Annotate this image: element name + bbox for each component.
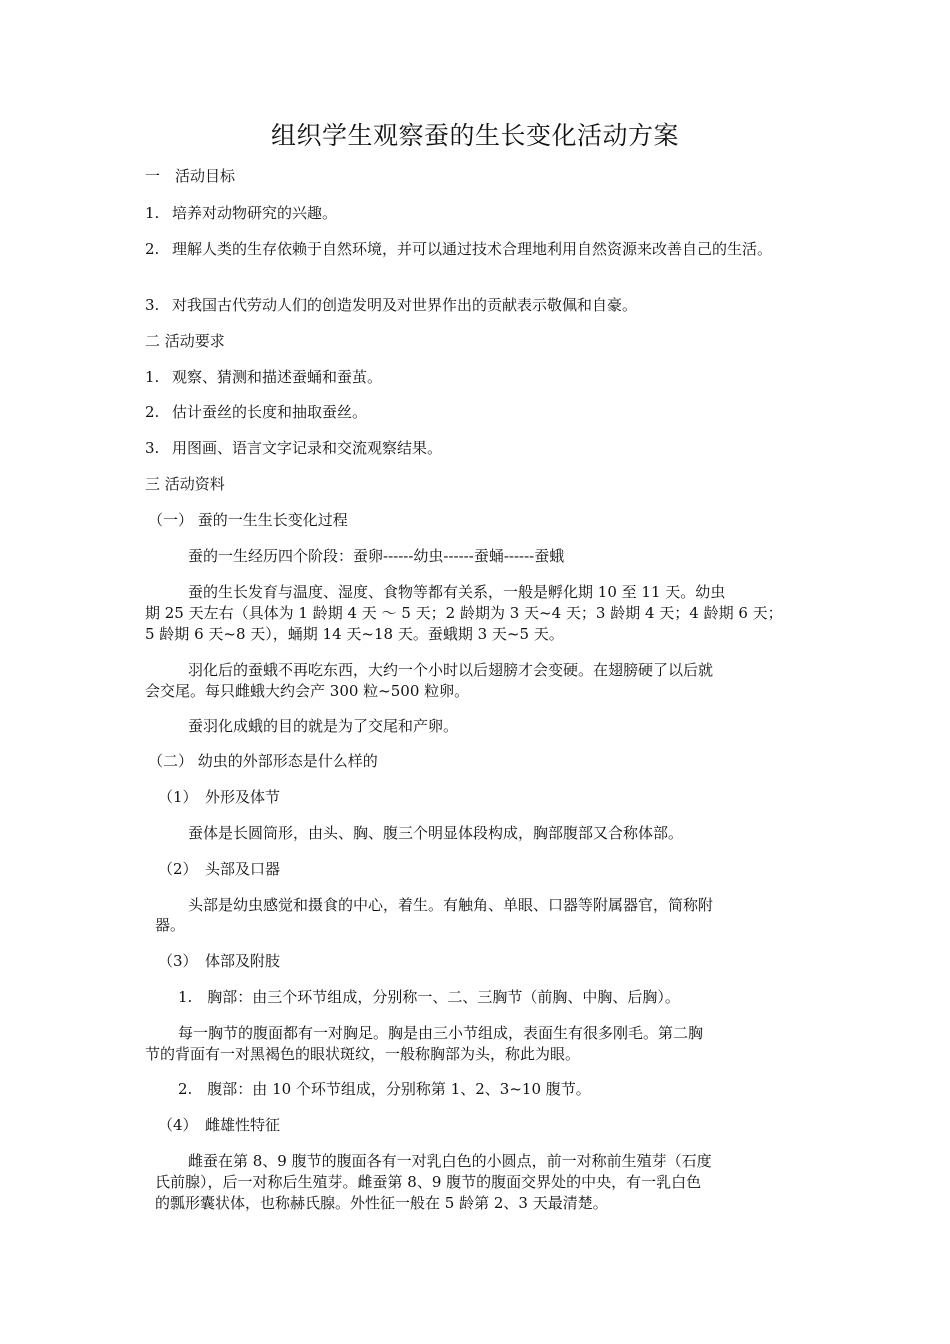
paragraph-abdomen: 2. 腹部：由 10 个环节组成，分别称第 1、2、3~10 腹节。 xyxy=(178,1080,591,1098)
requirement-item-1 xyxy=(145,366,382,388)
item-heading-body: （3） 体部及附肢 xyxy=(158,952,281,970)
paragraph-purpose: 蚕羽化成蛾的目的就是为了交尾和产卵。 xyxy=(188,717,459,735)
goal-item-3 xyxy=(145,294,637,316)
paragraph-head-line: 头部是幼虫感觉和摄食的中心，着生。有触角、单眼、口器等附属器官，简称附 xyxy=(188,896,714,914)
paragraph-development-line: 期 25 天左右（具体为 1 龄期 4 天 ～ 5 天；2 龄期为 3 天~4 天；3 龄期 4 天；4 龄期 6 天； xyxy=(145,604,783,622)
subsection-heading-growth: （一） 蚕的一生生长变化过程 xyxy=(148,511,348,529)
item-text: 观察、猜测和描述蚕蛹和蚕茧。 xyxy=(172,368,383,386)
paragraph-sex-line: 的瓢形囊状体，也称赫氏腺。外性征一般在 5 龄第 2、3 天最清楚。 xyxy=(155,1194,608,1212)
item-number: 3. xyxy=(145,439,160,457)
item-number: 1. xyxy=(145,204,160,222)
item-heading-head: （2） 头部及口器 xyxy=(158,860,281,878)
section-heading-goals: 一 活动目标 xyxy=(145,167,236,185)
paragraph-head-line: 器。 xyxy=(155,916,186,934)
requirement-item-3 xyxy=(145,437,442,459)
paragraph-thorax-detail-line: 节的背面有一对黑褐色的眼状斑纹，一般称胸部为头，称此为眼。 xyxy=(145,1045,581,1063)
item-text: 理解人类的生存依赖于自然环境，并可以通过技术合理地利用自然资源来改善自己的生活。 xyxy=(172,240,773,258)
document-title: 组织学生观察蚕的生长变化活动方案 xyxy=(270,121,679,150)
item-heading-shape: （1） 外形及体节 xyxy=(158,788,281,806)
item-text: 对我国古代劳动人们的创造发明及对世界作出的贡献表示敬佩和自豪。 xyxy=(172,296,638,314)
paragraph-stages: 蚕的一生经历四个阶段：蚕卵------幼虫------蚕蛹------蚕蛾 xyxy=(188,547,565,565)
item-number: 1. xyxy=(145,368,160,386)
item-number: 3. xyxy=(145,296,160,314)
paragraph-development-line: 5 龄期 6 天~8 天），蛹期 14 天~18 天。蚕蛾期 3 天~5 天。 xyxy=(145,625,564,643)
item-heading-sex: （4） 雌雄性特征 xyxy=(158,1116,281,1134)
item-number: 2. xyxy=(145,240,160,258)
item-text: 培养对动物研究的兴趣。 xyxy=(172,204,338,222)
item-number: 2. xyxy=(145,403,160,421)
paragraph-moth-line: 会交尾。每只雌蛾大约会产 300 粒~500 粒卵。 xyxy=(145,682,470,700)
paragraph-thorax: 1. 胸部：由三个环节组成，分别称一、二、三胸节（前胸、中胸、后胸）。 xyxy=(178,988,680,1006)
section-heading-requirements: 二 活动要求 xyxy=(145,332,225,350)
item-text: 估计蚕丝的长度和抽取蚕丝。 xyxy=(172,403,368,421)
paragraph-sex-line: 雌蚕在第 8、9 腹节的腹面各有一对乳白色的小圆点，前一对称前生殖芽（石度 xyxy=(188,1152,712,1170)
goal-item-1 xyxy=(145,202,337,224)
goal-item-2 xyxy=(145,238,837,260)
section-heading-materials: 三 活动资料 xyxy=(145,475,225,493)
paragraph-sex-line: 氏前腺），后一对称后生殖芽。雌蚕第 8、9 腹节的腹面交界处的中央，有一乳白色 xyxy=(155,1173,702,1191)
paragraph-moth-line: 羽化后的蚕蛾不再吃东西，大约一个小时以后翅膀才会变硬。在翅膀硬了以后就 xyxy=(188,661,714,679)
paragraph-development-line: 蚕的生长发育与温度、湿度、食物等都有关系，一般是孵化期 10 至 11 天。幼虫 xyxy=(188,583,726,601)
item-text: 用图画、语言文字记录和交流观察结果。 xyxy=(172,439,443,457)
paragraph-thorax-detail-line: 每一胸节的腹面都有一对胸足。胸是由三小节组成，表面生有很多刚毛。第二胸 xyxy=(178,1024,704,1042)
requirement-item-2 xyxy=(145,401,367,423)
subsection-heading-morphology: （二） 幼虫的外部形态是什么样的 xyxy=(148,752,378,770)
paragraph-shape: 蚕体是长圆筒形，由头、胸、腹三个明显体段构成，胸部腹部又合称体部。 xyxy=(188,824,684,842)
